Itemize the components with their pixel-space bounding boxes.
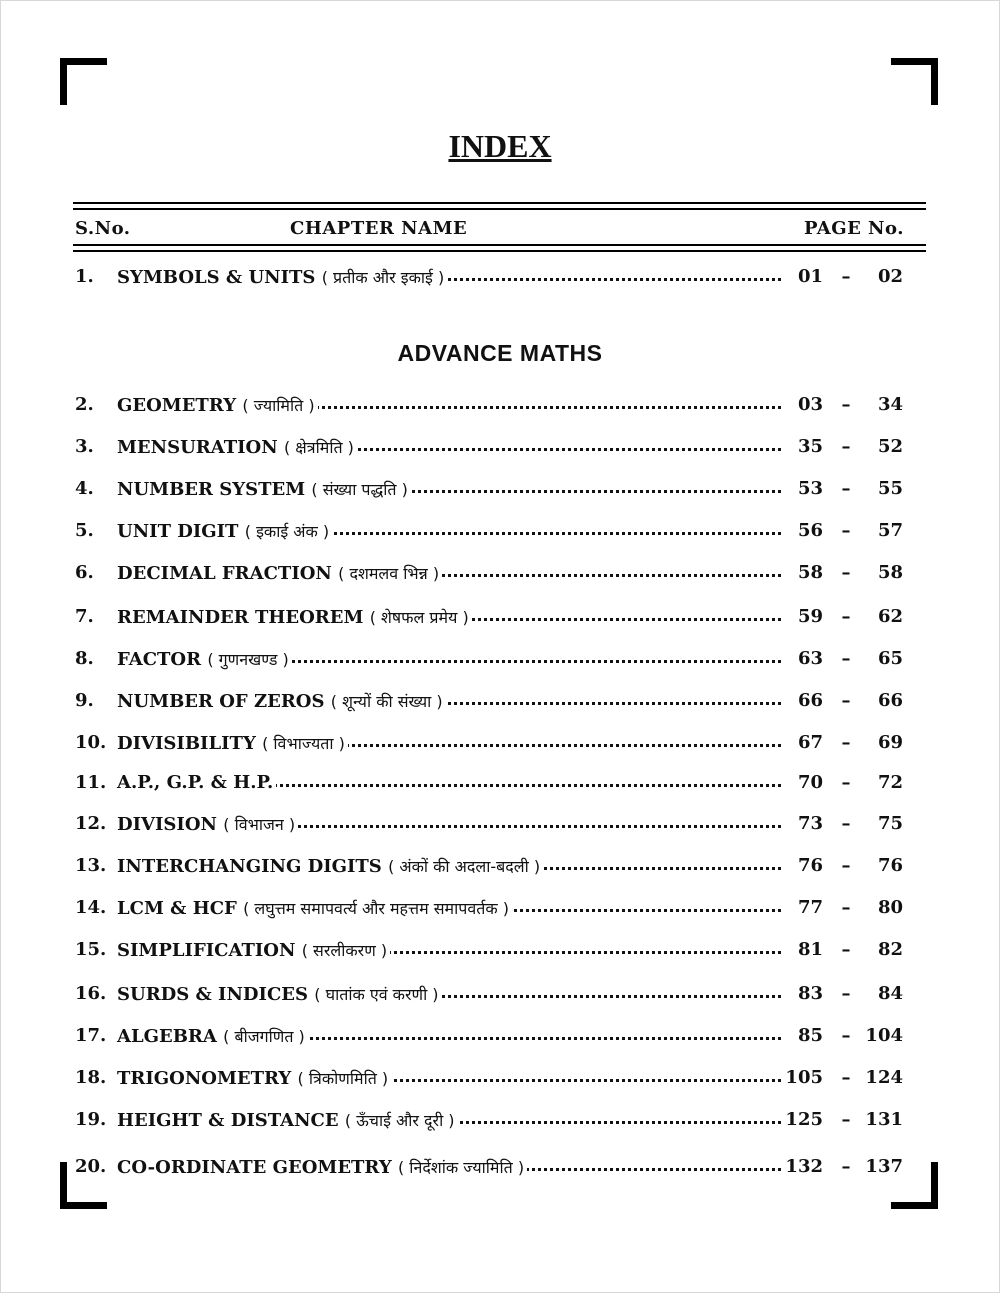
entry-title (117, 606, 472, 628)
entry-title-text: SURDS & INDICES (117, 984, 308, 1005)
header-sno: S.No. (75, 218, 131, 239)
entry-page-start: 132 (783, 1156, 823, 1177)
toc-entry[interactable] (73, 436, 903, 464)
entry-page-dash: – (841, 648, 851, 669)
toc-entry[interactable] (73, 562, 903, 590)
entry-title-hindi: ( गुणनखण्ड ) (207, 650, 289, 669)
entry-number: 1. (75, 266, 94, 287)
entry-page-start: 105 (783, 1067, 823, 1088)
entry-number: 4. (75, 478, 94, 499)
entry-title (117, 855, 543, 877)
entry-page-end: 69 (877, 732, 903, 753)
entry-title (117, 394, 318, 416)
entry-title-text: CO-ORDINATE GEOMETRY (117, 1157, 392, 1178)
entry-title-text: DECIMAL FRACTION (117, 563, 332, 584)
entry-title (117, 520, 332, 542)
entry-title-text: FACTOR (117, 649, 202, 670)
entry-title-hindi: ( निर्देशांक ज्यामिति ) (397, 1158, 525, 1177)
entry-title (117, 690, 446, 712)
entry-title-hindi: ( प्रतीक और इकाई ) (321, 268, 445, 287)
toc-entry[interactable] (73, 855, 903, 883)
entry-page-dash: – (841, 520, 851, 541)
entry-page-dash: – (841, 478, 851, 499)
entry-number: 8. (75, 648, 94, 669)
entry-page-start: 67 (783, 732, 823, 753)
entry-page-start: 76 (783, 855, 823, 876)
entry-page-start: 77 (783, 897, 823, 918)
toc-entry[interactable] (73, 772, 903, 800)
entry-page-end: 76 (877, 855, 903, 876)
entry-page-dash: – (841, 266, 851, 287)
header-rule-bottom (73, 244, 926, 252)
entry-page-end: 84 (877, 983, 903, 1004)
entry-number: 5. (75, 520, 94, 541)
entry-number: 18. (75, 1067, 107, 1088)
entry-page-dash: – (841, 855, 851, 876)
entry-number: 3. (75, 436, 94, 457)
entry-title-hindi: ( सरलीकरण ) (301, 941, 388, 960)
entry-number: 9. (75, 690, 94, 711)
entry-number: 6. (75, 562, 94, 583)
entry-page-dash: – (841, 772, 851, 793)
entry-page-end: 80 (877, 897, 903, 918)
entry-title (117, 648, 292, 670)
entry-page-start: 63 (783, 648, 823, 669)
entry-page-end: 65 (877, 648, 903, 669)
entry-title-text: UNIT DIGIT (117, 521, 239, 542)
entry-title (117, 266, 447, 288)
toc-entry[interactable] (73, 690, 903, 718)
toc-entry[interactable] (73, 1156, 903, 1184)
entry-title-hindi: ( दशमलव भिन्न ) (338, 564, 440, 583)
entry-title-hindi: ( लघुत्तम समापवर्त्य और महत्तम समापवर्तक ) (243, 899, 509, 918)
entry-title-hindi: ( बीजगणित ) (223, 1027, 305, 1046)
entry-page-dash: – (841, 1109, 851, 1130)
entry-title-text: ALGEBRA (117, 1026, 217, 1047)
entry-title-hindi: ( त्रिकोणमिति ) (297, 1069, 389, 1088)
entry-title-text: NUMBER SYSTEM (117, 479, 306, 500)
entry-page-end: 72 (877, 772, 903, 793)
entry-page-start: 66 (783, 690, 823, 711)
entry-number: 10. (75, 732, 107, 753)
entry-title (117, 939, 390, 961)
entry-page-end: 66 (877, 690, 903, 711)
entry-title (117, 813, 298, 835)
entry-title-text: A.P., G.P. & H.P. (117, 772, 274, 793)
entry-page-dash: – (841, 1156, 851, 1177)
section-title: ADVANCE MATHS (397, 340, 603, 366)
entry-title (117, 1025, 308, 1047)
entry-page-dash: – (841, 436, 851, 457)
entry-page-start: 53 (783, 478, 823, 499)
entry-number: 20. (75, 1156, 107, 1177)
entry-page-end: 75 (877, 813, 903, 834)
entry-title (117, 983, 442, 1005)
toc-entry[interactable] (73, 1109, 903, 1137)
entry-title (117, 478, 411, 500)
entry-title (117, 562, 442, 584)
toc-entry[interactable] (73, 606, 903, 634)
toc-entry[interactable] (73, 394, 903, 422)
entry-number: 12. (75, 813, 107, 834)
entry-title-text: LCM & HCF (117, 898, 237, 919)
entry-title-hindi: ( ज्यामिति ) (242, 396, 315, 415)
entry-page-start: 56 (783, 520, 823, 541)
entry-page-start: 81 (783, 939, 823, 960)
entry-title-text: REMAINDER THEOREM (117, 607, 364, 628)
entry-title (117, 436, 357, 458)
entry-page-dash: – (841, 983, 851, 1004)
toc-entry[interactable] (73, 983, 903, 1011)
entry-title-hindi: ( ऊँचाई और दूरी ) (344, 1111, 455, 1130)
entry-page-end: 131 (865, 1109, 903, 1130)
entry-page-start: 73 (783, 813, 823, 834)
entry-page-dash: – (841, 394, 851, 415)
entry-title-text: GEOMETRY (117, 395, 237, 416)
entry-title-hindi: ( शेषफल प्रमेय ) (369, 608, 469, 627)
entry-number: 11. (75, 772, 107, 793)
toc-entry[interactable] (73, 266, 903, 294)
entry-page-end: 58 (877, 562, 903, 583)
entry-page-start: 70 (783, 772, 823, 793)
entry-title (117, 772, 276, 793)
entry-title (117, 1109, 458, 1131)
entry-page-dash: – (841, 1067, 851, 1088)
toc-entry[interactable] (73, 1025, 903, 1053)
entry-title-hindi: ( विभाजन ) (223, 815, 296, 834)
entry-page-dash: – (841, 939, 851, 960)
toc-entry[interactable] (73, 732, 903, 760)
toc-entry[interactable] (73, 520, 903, 548)
entry-number: 19. (75, 1109, 107, 1130)
entry-title (117, 1156, 527, 1178)
entry-title-hindi: ( इकाई अंक ) (244, 522, 330, 541)
entry-page-end: 55 (877, 478, 903, 499)
entry-title-hindi: ( संख्या पद्धति ) (311, 480, 408, 499)
entry-title-text: NUMBER OF ZEROS (117, 691, 325, 712)
entry-title-text: SIMPLIFICATION (117, 940, 296, 961)
entry-title-text: DIVISIBILITY (117, 733, 256, 754)
entry-title (117, 732, 348, 754)
entry-page-dash: – (841, 690, 851, 711)
entry-page-end: 02 (877, 266, 903, 287)
entry-title-text: HEIGHT & DISTANCE (117, 1110, 339, 1131)
entry-number: 2. (75, 394, 94, 415)
entry-page-dash: – (841, 813, 851, 834)
entry-title-hindi: ( क्षेत्रमिति ) (283, 438, 354, 457)
toc-entry[interactable] (73, 813, 903, 841)
entry-title-hindi: ( विभाज्यता ) (262, 734, 345, 753)
entry-title-text: TRIGONOMETRY (117, 1068, 292, 1089)
entry-page-dash: – (841, 1025, 851, 1046)
header-chapter-name: CHAPTER NAME (290, 218, 468, 239)
toc-entry[interactable] (73, 939, 903, 967)
entry-page-start: 83 (783, 983, 823, 1004)
entry-number: 7. (75, 606, 94, 627)
entry-page-start: 85 (783, 1025, 823, 1046)
toc-entry[interactable] (73, 478, 903, 506)
header-rule-top (73, 202, 926, 210)
header-page-no: PAGE No. (804, 218, 904, 239)
entry-page-dash: – (841, 606, 851, 627)
entry-title (117, 897, 512, 919)
entry-number: 17. (75, 1025, 107, 1046)
entry-number: 16. (75, 983, 107, 1004)
entry-page-start: 59 (783, 606, 823, 627)
entry-page-end: 124 (865, 1067, 903, 1088)
entry-title (117, 1067, 391, 1089)
entry-page-end: 52 (877, 436, 903, 457)
entry-page-end: 57 (877, 520, 903, 541)
toc-entry[interactable] (73, 1067, 903, 1095)
entry-title-hindi: ( अंकों की अदला-बदली ) (388, 857, 541, 876)
corner-mark-top-left (60, 58, 107, 105)
entry-page-end: 34 (877, 394, 903, 415)
entry-title-text: INTERCHANGING DIGITS (117, 856, 382, 877)
entry-page-end: 82 (877, 939, 903, 960)
entry-title-text: SYMBOLS & UNITS (117, 267, 316, 288)
entry-title-text: DIVISION (117, 814, 217, 835)
entry-page-start: 35 (783, 436, 823, 457)
entry-page-dash: – (841, 897, 851, 918)
corner-mark-top-right (891, 58, 938, 105)
entry-page-end: 62 (877, 606, 903, 627)
entry-page-end: 137 (865, 1156, 903, 1177)
page-title: INDEX (448, 128, 552, 164)
entry-page-dash: – (841, 732, 851, 753)
toc-entry[interactable] (73, 897, 903, 925)
entry-page-start: 03 (783, 394, 823, 415)
entry-page-end: 104 (865, 1025, 903, 1046)
entry-page-start: 125 (783, 1109, 823, 1130)
toc-entry[interactable] (73, 648, 903, 676)
entry-number: 14. (75, 897, 107, 918)
entry-title-hindi: ( शून्यों की संख्या ) (330, 692, 443, 711)
entry-page-start: 01 (783, 266, 823, 287)
entry-number: 15. (75, 939, 107, 960)
entry-page-start: 58 (783, 562, 823, 583)
entry-number: 13. (75, 855, 107, 876)
entry-page-dash: – (841, 562, 851, 583)
entry-title-text: MENSURATION (117, 437, 278, 458)
entry-title-hindi: ( घातांक एवं करणी ) (314, 985, 439, 1004)
